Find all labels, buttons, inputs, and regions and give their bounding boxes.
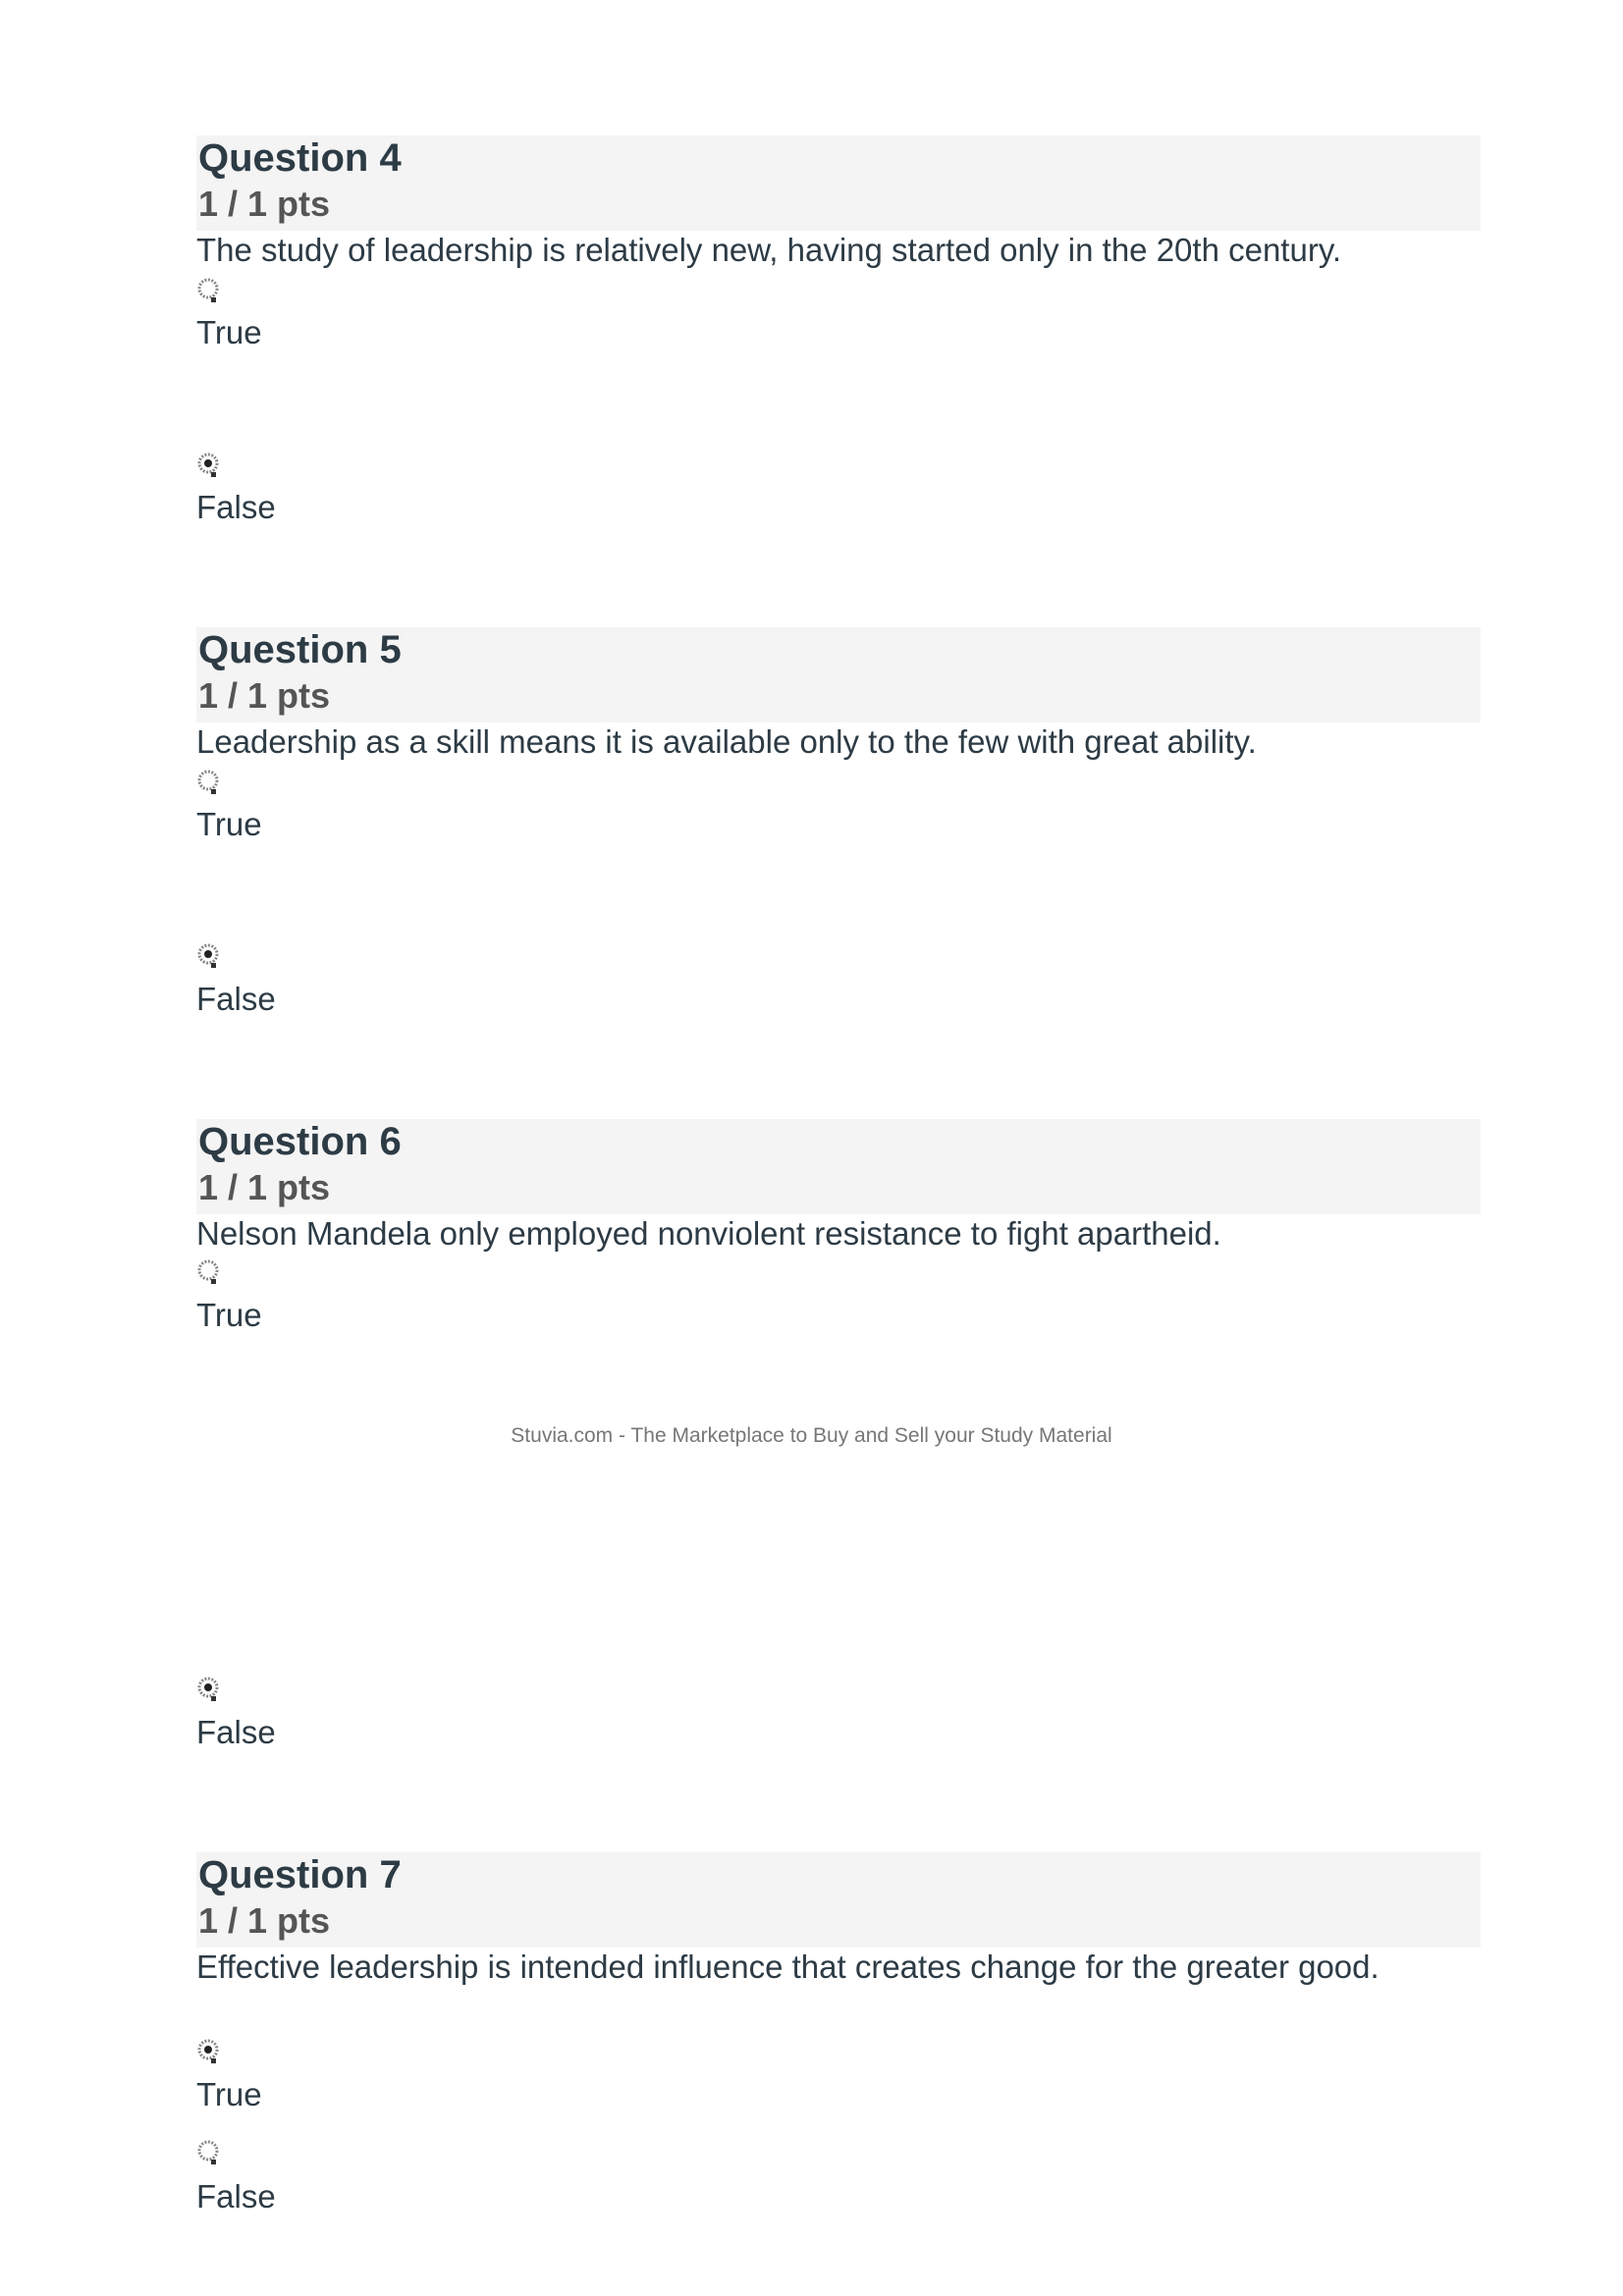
radio-selected-icon[interactable] (196, 942, 220, 973)
question-points: 1 / 1 pts (198, 1167, 331, 1207)
question-text: The study of leadership is relatively new, having started only in the 20th century. (196, 232, 1342, 268)
radio-unselected-icon[interactable] (196, 769, 220, 799)
question-title: Question 6 (198, 1120, 402, 1163)
option-false-label[interactable]: False (196, 2178, 276, 2215)
question-title: Question 4 (198, 136, 402, 180)
question-title: Question 5 (198, 628, 402, 671)
option-true-label[interactable]: True (196, 2076, 262, 2112)
radio-selected-icon[interactable] (196, 452, 220, 482)
option-false-label[interactable]: False (196, 1714, 276, 1750)
option-false-label[interactable]: False (196, 981, 276, 1017)
question-header (196, 1852, 1481, 1948)
question-text: Leadership as a skill means it is available only to the few with great ability. (196, 723, 1257, 760)
question-points: 1 / 1 pts (198, 184, 331, 224)
radio-unselected-icon[interactable] (196, 277, 220, 307)
radio-unselected-icon[interactable] (196, 2139, 220, 2169)
option-true-label[interactable]: True (196, 1297, 262, 1333)
question-text: Effective leadership is intended influence that creates change for the greater good. (196, 1949, 1380, 1985)
question-title: Question 7 (198, 1853, 402, 1896)
question-header (196, 627, 1481, 722)
option-false-label[interactable]: False (196, 489, 276, 525)
question-points: 1 / 1 pts (198, 675, 331, 716)
radio-selected-icon[interactable] (196, 2038, 220, 2068)
question-header (196, 135, 1481, 231)
option-true-label[interactable]: True (196, 806, 262, 842)
radio-unselected-icon[interactable] (196, 1258, 220, 1289)
option-true-label[interactable]: True (196, 314, 262, 350)
question-points: 1 / 1 pts (198, 1900, 331, 1941)
page-footer: Stuvia.com - The Marketplace to Buy and Sell your Study Material (511, 1424, 1112, 1447)
radio-selected-icon[interactable] (196, 1676, 220, 1706)
question-header (196, 1119, 1481, 1214)
question-text: Nelson Mandela only employed nonviolent resistance to fight apartheid. (196, 1215, 1221, 1252)
